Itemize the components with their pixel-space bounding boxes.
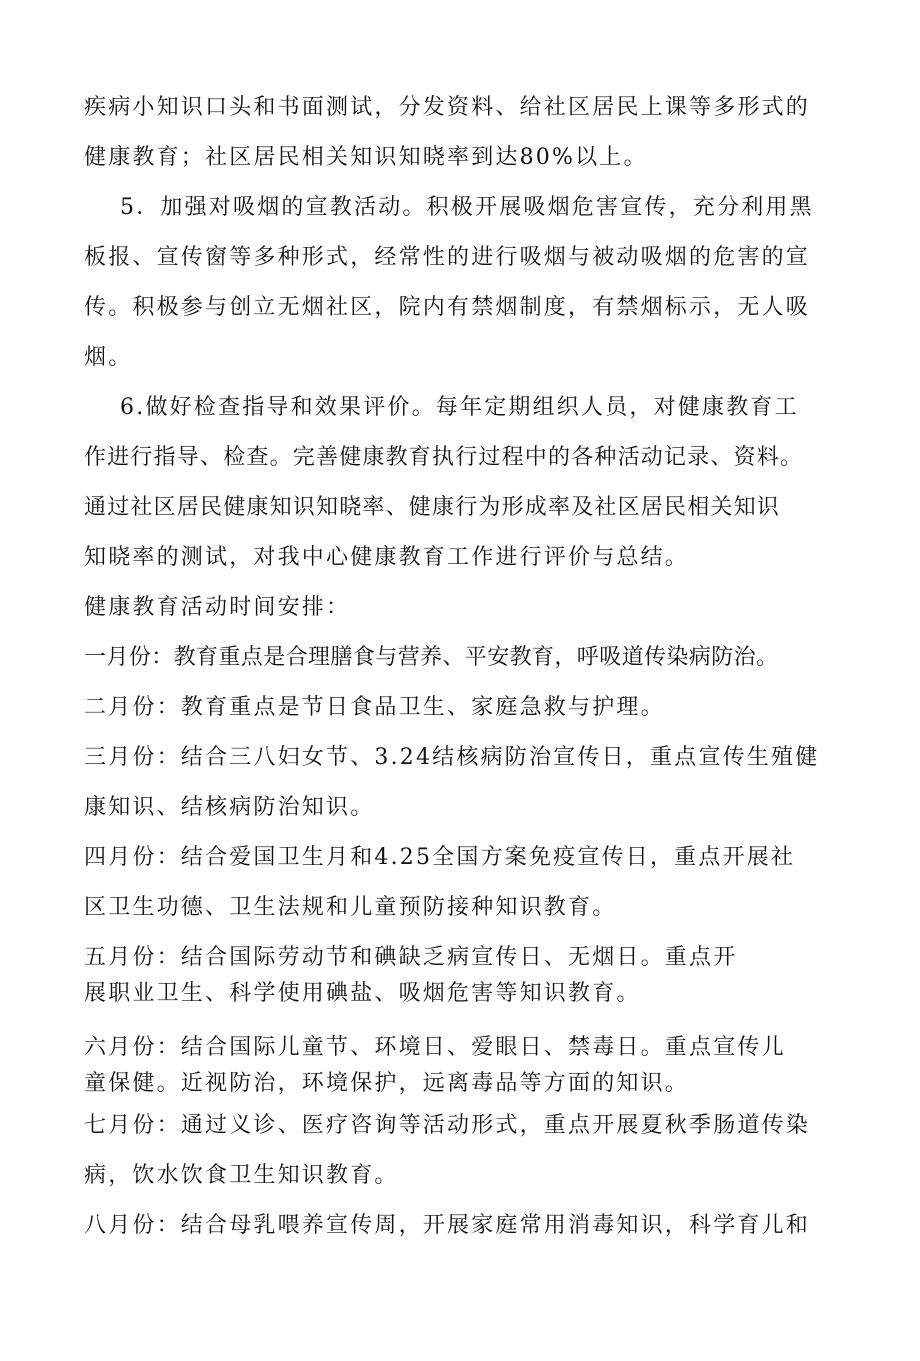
- text-line: 六月份：结合国际儿童节、环境日、爱眼日、禁毒日。重点宣传儿: [84, 1035, 786, 1060]
- text-line: 作进行指导、检查。完善健康教育执行过程中的各种活动记录、资料。: [84, 445, 804, 470]
- text-line: 四月份：结合爱国卫生月和4.25全国方案免疫宣传日，重点开展社: [84, 845, 796, 870]
- text-line: 病，饮水饮食卫生知识教育。: [84, 1163, 399, 1188]
- text-line: 烟。: [84, 345, 133, 370]
- text-line: 5．加强对吸烟的宣教活动。积极开展吸烟危害宣传，充分利用黑: [120, 195, 814, 220]
- text-line: 健康教育；社区居民相关知识知晓率到达80%以上。: [84, 145, 648, 170]
- text-line: 健康教育活动时间安排：: [84, 595, 351, 620]
- text-line: 通过社区居民健康知识知晓率、健康行为形成率及社区居民相关知识: [84, 495, 781, 520]
- text-line: 展职业卫生、科学使用碘盐、吸烟危害等知识教育。: [84, 981, 641, 1006]
- text-line: 三月份：结合三八妇女节、3.24结核病防治宣传日，重点宣传生殖健: [84, 745, 820, 770]
- text-line: 童保健。近视防治，环境保护，远离毒品等方面的知识。: [84, 1071, 690, 1096]
- text-line: 6.做好检查指导和效果评价。每年定期组织人员，对健康教育工: [120, 395, 799, 420]
- text-line: 八月份：结合母乳喂养宣传周，开展家庭常用消毒知识，科学育儿和: [84, 1213, 811, 1238]
- text-line: 区卫生功德、卫生法规和儿童预防接种知识教育。: [84, 895, 617, 920]
- text-line: 康知识、结核病防治知识。: [84, 795, 375, 820]
- text-line: 知晓率的测试，对我中心健康教育工作进行评价与总结。: [84, 545, 690, 570]
- text-line: 七月份：通过义诊、医疗咨询等活动形式，重点开展夏秋季肠道传染: [84, 1113, 811, 1138]
- text-line: 一月份：教育重点是合理膳食与营养、平安教育，呼吸道传染病防治。: [84, 645, 779, 670]
- text-line: 二月份：教育重点是节日食品卫生、家庭急救与护理。: [84, 695, 665, 720]
- text-line: 板报、宣传窗等多种形式，经常性的进行吸烟与被动吸烟的危害的宣: [84, 245, 811, 270]
- text-line: 传。积极参与创立无烟社区，院内有禁烟制度，有禁烟标示，无人吸: [84, 295, 811, 320]
- text-line: 五月份：结合国际劳动节和碘缺乏病宣传日、无烟日。重点开: [84, 945, 738, 970]
- text-line: 疾病小知识口头和书面测试，分发资料、给社区居民上课等多形式的: [84, 95, 811, 120]
